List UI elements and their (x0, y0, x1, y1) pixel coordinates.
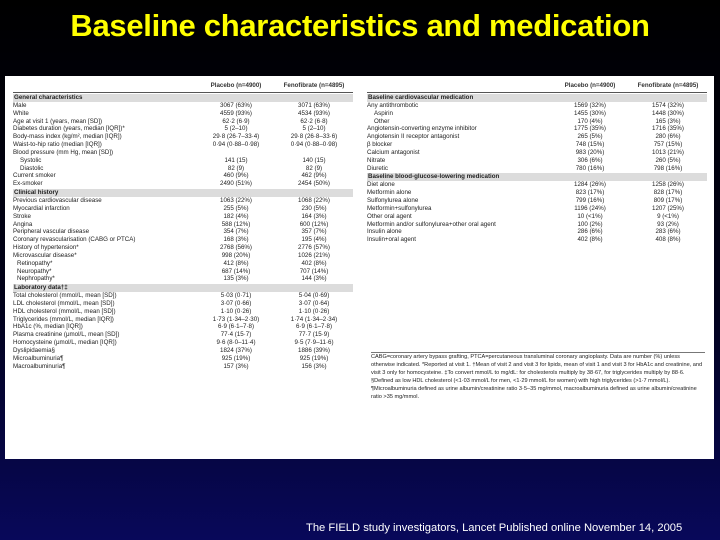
placebo-value: 354 (7%) (223, 228, 249, 236)
fenofibrate-value: 77·7 (15·9) (298, 331, 330, 339)
table-row (13, 213, 353, 221)
row-label: Triglycerides (mmol/L, median [IQR]) (13, 315, 114, 323)
row-label: Ex-smoker (13, 180, 43, 188)
table-row (13, 244, 353, 252)
fenofibrate-value: 165 (3%) (655, 117, 681, 125)
placebo-value: 1569 (32%) (574, 101, 606, 109)
fenofibrate-value: 1013 (21%) (652, 148, 684, 156)
table-row (367, 197, 707, 205)
row-label: Metformin+sulfonylurea (367, 204, 432, 212)
table-row (367, 228, 707, 236)
table-row (13, 347, 353, 355)
row-label: Metformin and/or sulfonylurea+other oral agent (367, 220, 496, 228)
row-label: Calcium antagonist (367, 148, 420, 156)
fenofibrate-value: 5·04 (0·69) (298, 292, 330, 300)
placebo-value: 780 (16%) (575, 164, 605, 172)
table-row (13, 308, 353, 316)
placebo-value: 255 (5%) (223, 204, 249, 212)
fenofibrate-value: 1886 (39%) (298, 347, 330, 354)
placebo-value: 77·4 (15·7) (220, 331, 252, 339)
header-placebo: Placebo (n=4900) (564, 81, 616, 89)
placebo-value: 10 (<1%) (577, 212, 603, 220)
placebo-value: 306 (6%) (577, 156, 603, 164)
left-table-body (13, 94, 353, 371)
right-table (367, 79, 707, 244)
placebo-value: 157 (3%) (223, 362, 249, 370)
table-row (367, 149, 707, 157)
fenofibrate-value: 1258 (26%) (652, 181, 684, 189)
placebo-value: 62·2 (6·9) (222, 117, 250, 125)
table-row (13, 228, 353, 236)
citation-footer: The FIELD study investigators, Lancet Published online November 14, 2005 (306, 522, 683, 534)
section-heading (13, 189, 353, 197)
section-heading-label: Baseline blood-glucose-lowering medication (368, 173, 500, 181)
fenofibrate-value: 6·9 (6·1–7·8) (295, 323, 333, 331)
row-label: HbA1c (%, median [IQR]) (13, 323, 83, 331)
table-row (367, 205, 707, 213)
row-label: Coronary revascularisation (CABG or PTCA) (13, 236, 136, 244)
row-label: Male (13, 101, 27, 109)
table-row (13, 157, 353, 165)
table-row (13, 363, 353, 371)
table-row (13, 110, 353, 118)
placebo-value: 5 (2–10) (224, 125, 248, 133)
fenofibrate-value: 62·2 (6·8) (300, 117, 328, 125)
placebo-value: 265 (5%) (577, 133, 603, 141)
row-label: Systolic (20, 156, 42, 164)
placebo-value: 0·94 (0·88–0·98) (212, 141, 260, 149)
table-row (367, 102, 707, 110)
placebo-value: 286 (6%) (577, 228, 603, 236)
table-row (13, 165, 353, 173)
row-label: Plasma creatinine (μmol/L, mean [SD]) (13, 331, 120, 339)
table-row (13, 197, 353, 205)
row-label: Metformin alone (367, 189, 412, 197)
left-table-header (13, 79, 353, 93)
table-row (13, 252, 353, 260)
fenofibrate-value: 1448 (30%) (652, 109, 684, 117)
fenofibrate-value: 707 (14%) (299, 267, 329, 275)
fenofibrate-value: 144 (3%) (301, 275, 327, 283)
placebo-value: 799 (16%) (575, 196, 605, 204)
table-row (367, 125, 707, 133)
fenofibrate-value: 1716 (35%) (652, 125, 684, 133)
table-row (13, 268, 353, 276)
table-row (367, 236, 707, 244)
fenofibrate-value: 402 (8%) (301, 259, 327, 267)
fenofibrate-value: 2776 (57%) (298, 244, 330, 252)
placebo-value: 588 (12%) (221, 220, 251, 228)
placebo-value: 5·03 (0·71) (220, 292, 252, 300)
fenofibrate-value: 93 (2%) (657, 220, 679, 228)
right-table-header (367, 79, 707, 93)
left-table (13, 79, 353, 371)
placebo-value: 748 (15%) (575, 141, 605, 149)
fenofibrate-value: 3·07 (0·64) (298, 299, 330, 307)
fenofibrate-value: 5 (2–10) (302, 125, 326, 133)
fenofibrate-value: 2454 (50%) (298, 180, 330, 188)
placebo-value: 170 (4%) (577, 117, 603, 125)
row-label: Other oral agent (367, 212, 412, 220)
row-label: Body-mass index (kg/m², median [IQR]) (13, 133, 122, 141)
fenofibrate-value: 195 (4%) (301, 236, 327, 244)
right-table-body (367, 94, 707, 244)
section-heading (13, 94, 353, 102)
section-heading (13, 284, 353, 292)
slide-title: Baseline characteristics and medication (70, 8, 650, 43)
fenofibrate-value: 1·10 (0·26) (298, 307, 330, 315)
row-label: Age at visit 1 (years, mean [SD]) (13, 117, 103, 125)
table-row (13, 339, 353, 347)
fenofibrate-value: 828 (17%) (653, 189, 683, 197)
placebo-value: 1·10 (0·26) (220, 307, 252, 315)
table-row (367, 118, 707, 126)
table-row (13, 323, 353, 331)
row-label: Microalbuminuria¶ (13, 354, 64, 362)
fenofibrate-value: 757 (15%) (653, 141, 683, 149)
table-row (13, 316, 353, 324)
row-label: Angina (13, 220, 33, 228)
table-row (13, 236, 353, 244)
fenofibrate-value: 357 (7%) (301, 228, 327, 236)
row-label: Waist-to-hip ratio (median [IQR]) (13, 141, 102, 149)
fenofibrate-value: 3071 (63%) (298, 101, 330, 109)
placebo-value: 1775 (35%) (574, 125, 606, 133)
fenofibrate-value: 798 (16%) (653, 164, 683, 172)
table-row (13, 300, 353, 308)
placebo-value: 4559 (93%) (220, 109, 252, 117)
table-row (13, 172, 353, 180)
placebo-value: 3067 (63%) (220, 101, 252, 109)
fenofibrate-value: 140 (15) (302, 156, 326, 164)
table-row (367, 181, 707, 189)
table-row (13, 141, 353, 149)
row-label: Homocysteine (μmol/L, median [IQR]) (13, 339, 117, 347)
row-label: Nitrate (367, 156, 386, 164)
table-row (367, 165, 707, 173)
placebo-value: 1063 (22%) (220, 196, 252, 204)
placebo-value: 6·9 (6·1–7·8) (217, 323, 255, 331)
fenofibrate-value: 1207 (25%) (652, 204, 684, 212)
placebo-value: 1284 (26%) (574, 181, 606, 189)
row-label: Nephropathy* (17, 275, 55, 283)
table-footnotes: CABG=coronary artery bypass grafting, PTCA=percutaneous transluminal coronary angioplasty. Data are number (%) unless otherwise indicated. *Reported at visit 1. †Mean of visit 2 and visit 3 for lipids, mean of visit 1 and visit 3 for HbA1c and creatinine, and visit 3 only for homocysteine. ‡To convert mmol/L to mg/dL: for cholesterols multiply by 38·67, for triglycerides multiply by 88·6. §Defined as low HDL cholesterol (<1·03 mmol/L for men, <1·29 mmol/L for women) with high triglycerides (>1·7 mmol/L). ¶Microalbuminuria defined as urine albumin/creatinine ratio 3·5–35 mg/mmol, macroalbuminuria defined as urine albumin/creatinine ratio >35 mg/mmol. (371, 352, 705, 401)
placebo-value: 983 (20%) (575, 148, 605, 156)
header-fenofibrate: Fenofibrate (n=4895) (637, 81, 699, 89)
row-label: Other (374, 117, 390, 125)
row-label: Angiotensin-converting enzyme inhibitor (367, 125, 477, 133)
table-panel (5, 76, 714, 459)
fenofibrate-value: 462 (9%) (301, 172, 327, 180)
fenofibrate-value: 9 (<1%) (657, 212, 679, 220)
fenofibrate-value: 1026 (21%) (298, 251, 330, 259)
row-label: HDL cholesterol (mmol/L, mean [SD]) (13, 307, 116, 315)
table-row (367, 189, 707, 197)
placebo-value: 9·6 (8·0–11·4) (216, 339, 256, 347)
table-row (13, 102, 353, 110)
fenofibrate-value: 230 (5%) (301, 204, 327, 212)
row-label: Sulfonylurea alone (367, 196, 419, 204)
placebo-value: 3·07 (0·66) (220, 299, 252, 307)
placebo-value: 460 (9%) (223, 172, 249, 180)
table-row (367, 110, 707, 118)
header-placebo: Placebo (n=4900) (210, 81, 262, 89)
placebo-value: 412 (8%) (223, 259, 249, 267)
table-row (367, 157, 707, 165)
row-label: Angiotensin II receptor antagonist (367, 133, 460, 141)
fenofibrate-value (275, 149, 353, 157)
row-label: Neuropathy* (17, 267, 52, 275)
fenofibrate-value: 82 (9) (305, 164, 323, 172)
section-heading-label: Clinical history (14, 189, 59, 197)
placebo-value: 135 (3%) (223, 275, 249, 283)
fenofibrate-value: 156 (3%) (301, 362, 327, 370)
placebo-value: 82 (9) (227, 164, 245, 172)
placebo-value: 687 (14%) (221, 267, 251, 275)
fenofibrate-value: 408 (8%) (655, 236, 681, 244)
row-label: Diet alone (367, 181, 395, 189)
section-heading (367, 94, 707, 102)
row-label: Blood pressure (mm Hg, mean [SD]) (13, 148, 114, 156)
table-row (13, 221, 353, 229)
fenofibrate-value: 600 (12%) (299, 220, 329, 228)
row-label: Total cholesterol (mmol/L, mean [SD]) (13, 292, 117, 300)
fenofibrate-value: 4534 (93%) (298, 109, 330, 117)
fenofibrate-value: 1·74 (1·34–2·34) (290, 315, 338, 323)
row-label: Any antithrombotic (367, 101, 419, 109)
row-label: Insulin alone (367, 228, 402, 236)
fenofibrate-value: 9·5 (7·9–11·6) (294, 339, 334, 347)
table-row (13, 133, 353, 141)
row-label: Microvascular disease* (13, 251, 77, 259)
placebo-value (197, 149, 275, 157)
row-label: Macroalbuminuria¶ (13, 362, 66, 370)
placebo-value: 141 (15) (224, 156, 248, 164)
placebo-value: 823 (17%) (575, 189, 605, 197)
placebo-value: 2490 (51%) (220, 180, 252, 188)
fenofibrate-value: 29·8 (26·8–33·6) (290, 133, 338, 141)
placebo-value: 925 (19%) (221, 354, 251, 362)
fenofibrate-value: 1574 (32%) (652, 101, 684, 109)
placebo-value: 2768 (56%) (220, 244, 252, 252)
placebo-value: 29·8 (26·7–33·4) (212, 133, 260, 141)
row-label: β blocker (367, 141, 393, 149)
placebo-value: 168 (3%) (223, 236, 249, 244)
row-label: Dyslipidaemia§ (13, 347, 55, 354)
placebo-value: 100 (2%) (577, 220, 603, 228)
placebo-value: 1·73 (1·34–2·30) (212, 315, 260, 323)
table-row (13, 355, 353, 363)
table-row (367, 213, 707, 221)
fenofibrate-value: 0·94 (0·88–0·98) (290, 141, 338, 149)
fenofibrate-value: 809 (17%) (653, 196, 683, 204)
fenofibrate-value: 164 (3%) (301, 212, 327, 220)
table-row (13, 331, 353, 339)
table-row (367, 133, 707, 141)
row-label: Aspirin (374, 109, 393, 117)
table-row (13, 292, 353, 300)
fenofibrate-value: 1068 (22%) (298, 196, 330, 204)
fenofibrate-value: 280 (6%) (655, 133, 681, 141)
section-heading-label: Baseline cardiovascular medication (368, 94, 474, 101)
section-heading-label: General characteristics (14, 94, 83, 101)
table-row (367, 221, 707, 229)
row-label: Diuretic (367, 164, 388, 172)
row-label: White (13, 109, 29, 117)
row-label: Previous cardiovascular disease (13, 196, 102, 204)
table-row (13, 180, 353, 188)
fenofibrate-value: 260 (5%) (655, 156, 681, 164)
table-row (13, 205, 353, 213)
table-row (13, 125, 353, 133)
row-label: LDL cholesterol (mmol/L, mean [SD]) (13, 299, 115, 307)
row-label: Insulin+oral agent (367, 236, 417, 244)
row-label: Retinopathy* (17, 259, 53, 267)
section-heading-label: Laboratory data†‡ (14, 284, 68, 292)
placebo-value: 182 (4%) (223, 212, 249, 220)
table-row (13, 275, 353, 283)
table-row (13, 260, 353, 268)
row-label: Stroke (13, 212, 31, 220)
placebo-value: 1455 (30%) (574, 109, 606, 117)
placebo-value: 1824 (37%) (220, 347, 252, 354)
fenofibrate-value: 283 (6%) (655, 228, 681, 236)
row-label: Diabetes duration (years, median [IQR])* (13, 125, 125, 133)
row-label: Myocardial infarction (13, 204, 70, 212)
row-label: History of hypertension* (13, 244, 79, 252)
table-row (13, 149, 353, 157)
section-heading (367, 173, 707, 181)
row-label: Current smoker (13, 172, 56, 180)
row-label: Diastolic (20, 164, 44, 172)
placebo-value: 1196 (24%) (574, 204, 606, 212)
table-row (367, 141, 707, 149)
header-fenofibrate: Fenofibrate (n=4895) (283, 81, 345, 89)
row-label: Peripheral vascular disease (13, 228, 90, 236)
fenofibrate-value: 925 (19%) (299, 354, 329, 362)
table-row (13, 118, 353, 126)
placebo-value: 402 (8%) (577, 236, 603, 244)
placebo-value: 998 (20%) (221, 251, 251, 259)
